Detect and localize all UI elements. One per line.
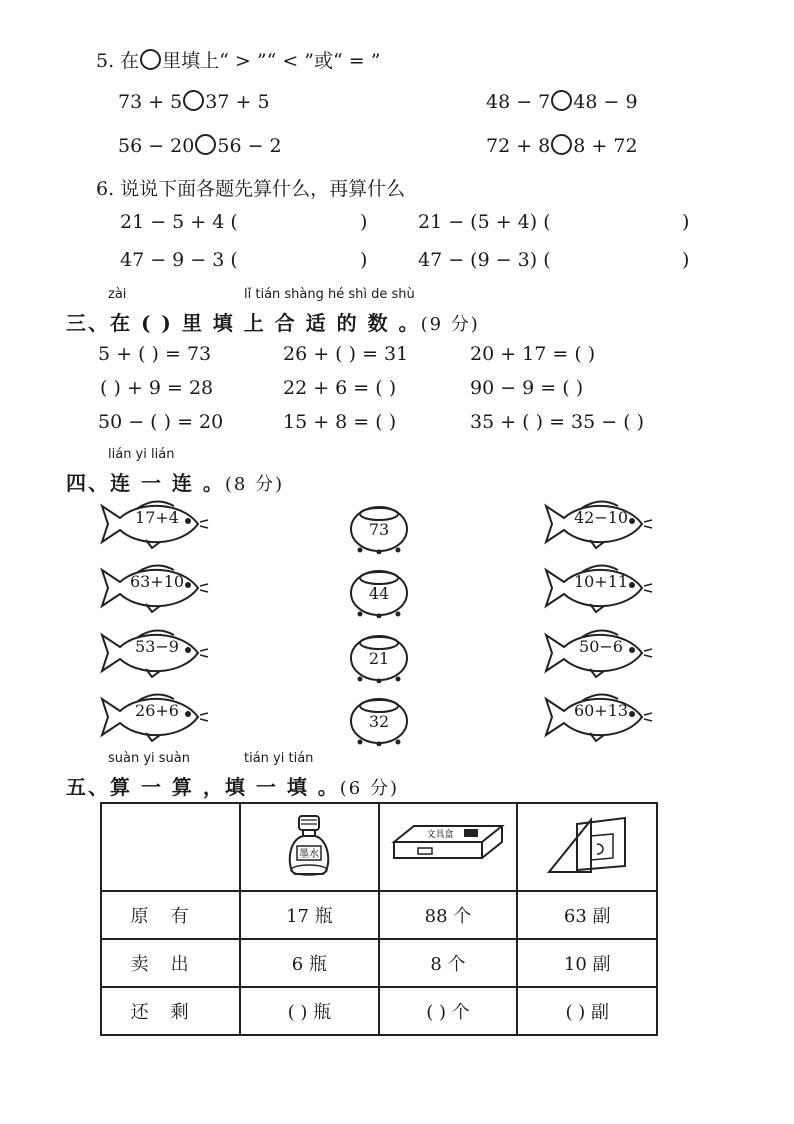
ink-bottle-cell — [240, 803, 378, 891]
fish-label: 60+13 — [573, 701, 629, 720]
s3-item-2: 26 + ( ) = 31 — [283, 343, 409, 365]
q6-close-1: ) — [360, 211, 368, 233]
q5-item-2: 48 − 7 48 − 9 — [486, 91, 638, 113]
fish-label: 26+6 — [135, 701, 179, 720]
s3-title: 三、在 ( ) 里 填 上 合 适 的 数 。(9 分) — [66, 311, 480, 335]
fish-card-left-4[interactable] — [98, 689, 214, 745]
compare-circle-icon[interactable] — [551, 90, 572, 111]
q5-title: 5. 在 里填上“ > ”“ < ”或“ = ” — [96, 50, 381, 72]
table-row — [101, 987, 657, 1035]
compare-circle-icon[interactable] — [551, 134, 572, 155]
table-corner-cell — [101, 803, 240, 891]
q6-item-4: 47 − (9 − 3) ( — [418, 249, 551, 271]
table-cell: 10 副 — [517, 939, 657, 987]
answer-cell[interactable]: ( ) 个 — [379, 987, 518, 1035]
s4-pinyin: lián yi lián — [108, 447, 175, 462]
pot-label: 44 — [368, 584, 390, 603]
answer-cell[interactable]: ( ) 瓶 — [240, 987, 378, 1035]
compare-circle-icon[interactable] — [195, 134, 216, 155]
fish-card-right-3[interactable] — [542, 625, 658, 681]
set-square-icon — [545, 814, 629, 876]
s3-item-1: 5 + ( ) = 73 — [98, 343, 212, 365]
pencil-box-cell — [379, 803, 518, 891]
fish-label: 50−6 — [579, 637, 623, 656]
s3-pinyin-b: lǐ tián shàng hé shì de shù — [244, 287, 415, 302]
q5-item-4: 72 + 8 8 + 72 — [486, 135, 638, 157]
row-label: 原有 — [101, 891, 240, 939]
compare-circle-icon[interactable] — [183, 90, 204, 111]
set-square-cell — [517, 803, 657, 891]
svg-text:墨水: 墨水 — [299, 848, 320, 860]
s3-item-4: ( ) + 9 = 28 — [100, 377, 214, 399]
stock-table — [100, 802, 658, 1036]
fish-label: 10+11 — [573, 572, 629, 591]
q6-close-2: ) — [682, 211, 690, 233]
circle-icon — [140, 49, 161, 70]
pot-card-3[interactable] — [348, 631, 410, 683]
fish-card-left-3[interactable] — [98, 625, 214, 681]
q6-item-2: 21 − (5 + 4) ( — [418, 211, 551, 233]
s3-item-6: 90 − 9 = ( ) — [470, 377, 584, 399]
fish-card-left-1[interactable] — [98, 496, 214, 552]
ink-bottle-icon — [281, 812, 337, 878]
fish-label: 17+4 — [135, 508, 179, 527]
table-row — [101, 939, 657, 987]
pot-card-1[interactable] — [348, 502, 410, 554]
s3-item-5: 22 + 6 = ( ) — [283, 377, 397, 399]
q6-close-4: ) — [682, 249, 690, 271]
pencil-box-icon — [390, 820, 506, 870]
s3-item-7: 50 − ( ) = 20 — [98, 411, 224, 433]
pot-card-2[interactable] — [348, 566, 410, 618]
q6-title: 6. 说说下面各题先算什么，再算什么 — [96, 178, 406, 200]
s3-item-8: 15 + 8 = ( ) — [283, 411, 397, 433]
fish-card-left-2[interactable] — [98, 560, 214, 616]
s5-pinyin-b: tián yi tián — [244, 751, 314, 766]
fish-label: 42−10 — [573, 508, 629, 527]
table-cell: 88 个 — [379, 891, 518, 939]
table-header-row — [101, 803, 657, 891]
svg-text:文具盒: 文具盒 — [426, 829, 454, 840]
table-cell: 8 个 — [379, 939, 518, 987]
table-cell: 63 副 — [517, 891, 657, 939]
table-row — [101, 891, 657, 939]
fish-label: 63+10 — [129, 572, 185, 591]
pot-label: 32 — [368, 712, 390, 731]
table-cell: 17 瓶 — [240, 891, 378, 939]
fish-card-right-4[interactable] — [542, 689, 658, 745]
s3-item-3: 20 + 17 = ( ) — [470, 343, 596, 365]
row-label: 还剩 — [101, 987, 240, 1035]
pot-label: 21 — [368, 649, 390, 668]
s3-item-9: 35 + ( ) = 35 − ( ) — [470, 411, 645, 433]
row-label: 卖出 — [101, 939, 240, 987]
answer-cell[interactable]: ( ) 副 — [517, 987, 657, 1035]
q5-item-3: 56 − 20 56 − 2 — [118, 135, 282, 157]
pot-label: 73 — [368, 520, 390, 539]
q6-close-3: ) — [360, 249, 368, 271]
s5-pinyin-a: suàn yi suàn — [108, 751, 191, 766]
fish-card-right-2[interactable] — [542, 560, 658, 616]
table-cell: 6 瓶 — [240, 939, 378, 987]
s3-pinyin-a: zài — [108, 287, 127, 302]
fish-label: 53−9 — [135, 637, 179, 656]
s5-title: 五、算 一 算 ，填 一 填 。(6 分) — [66, 775, 399, 799]
s4-title: 四、连 一 连 。(8 分) — [66, 471, 285, 495]
q6-item-3: 47 − 9 − 3 ( — [120, 249, 238, 271]
fish-card-right-1[interactable] — [542, 496, 658, 552]
pot-card-4[interactable] — [348, 694, 410, 746]
q5-item-1: 73 + 5 37 + 5 — [118, 91, 270, 113]
q6-item-1: 21 − 5 + 4 ( — [120, 211, 238, 233]
